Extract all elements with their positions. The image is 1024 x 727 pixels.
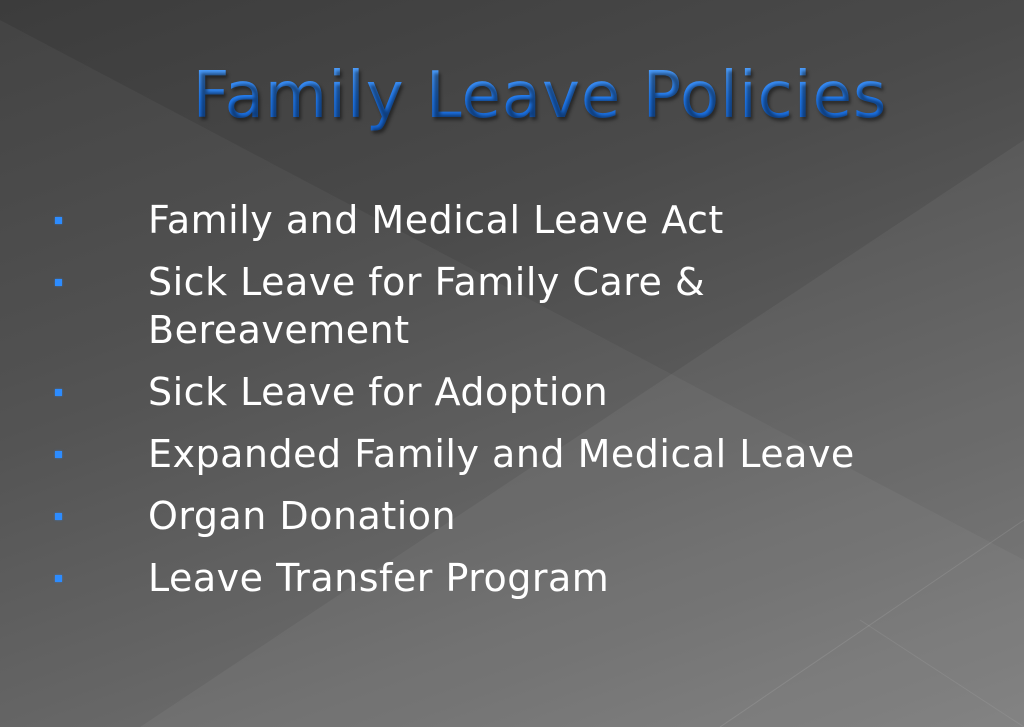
bullet-list: [0, 196, 1024, 616]
square-bullet-icon: [55, 513, 62, 520]
list-item-text: Family and Medical Leave Act: [148, 198, 724, 242]
list-item: [0, 196, 1024, 244]
list-item: [0, 258, 1024, 354]
list-item-text: Organ Donation: [148, 494, 457, 538]
list-item-text: Sick Leave for Adoption: [148, 370, 609, 414]
list-item: [0, 368, 1024, 416]
list-item: [0, 430, 1024, 478]
list-item-text: Expanded Family and Medical Leave: [148, 432, 855, 476]
list-item: [0, 492, 1024, 540]
square-bullet-icon: [55, 389, 62, 396]
square-bullet-icon: [55, 451, 62, 458]
square-bullet-icon: [55, 217, 62, 224]
list-item: [0, 554, 1024, 602]
square-bullet-icon: [55, 575, 62, 582]
list-item-text: Sick Leave for Family Care & Bereavement: [148, 260, 706, 352]
list-item-text: Leave Transfer Program: [148, 556, 610, 600]
slide-title: Family Leave Policies: [0, 58, 1024, 135]
square-bullet-icon: [55, 279, 62, 286]
